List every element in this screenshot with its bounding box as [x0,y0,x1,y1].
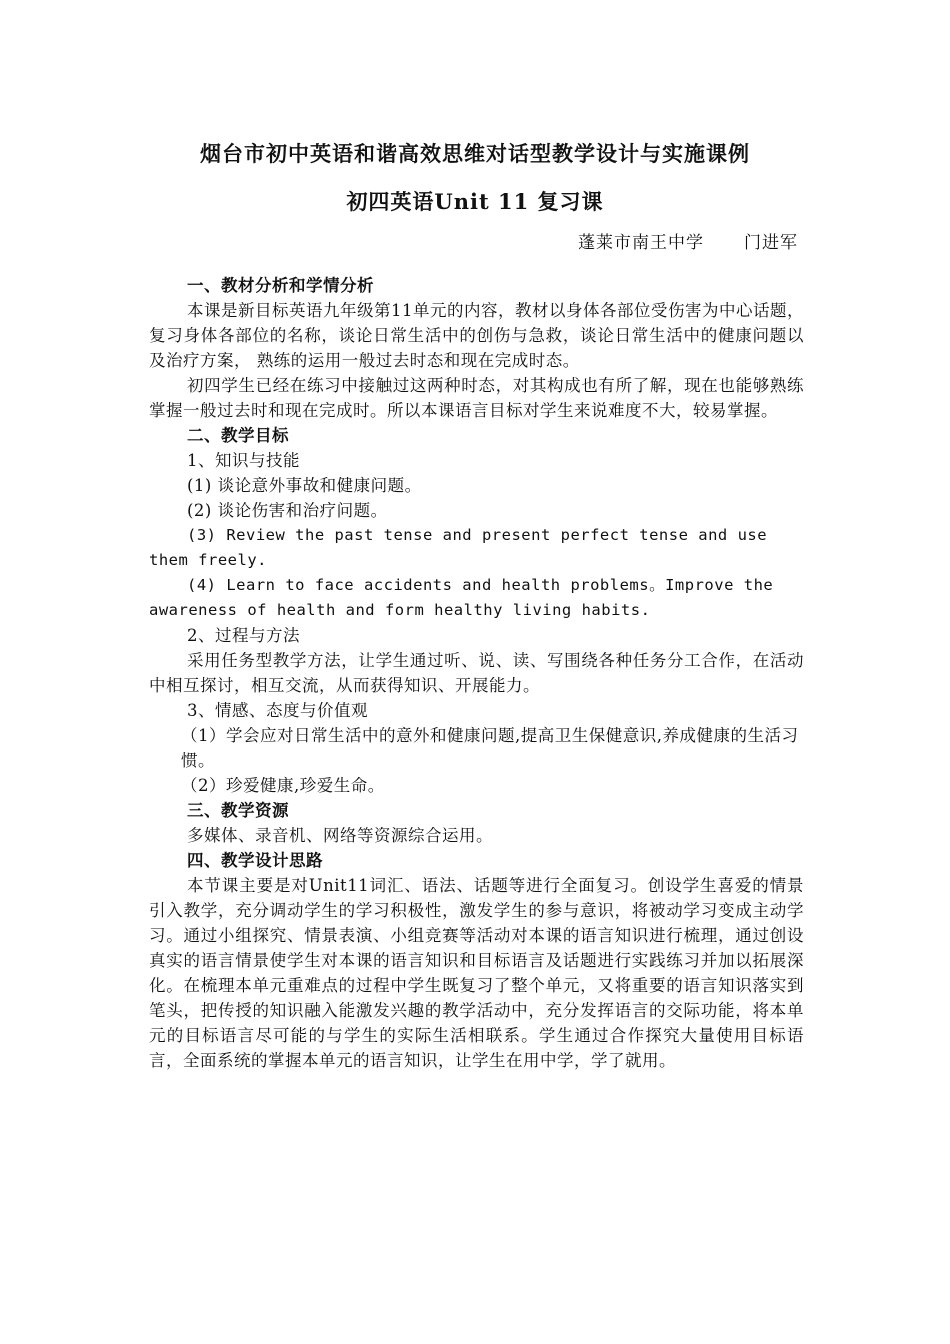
document-subtitle: 初四英语Unit 11 复习课 [346,189,604,214]
section-heading-4: 四、教学设计思路 [187,851,323,870]
subheading: 1、知识与技能 [187,451,300,470]
subheading: 2、过程与方法 [187,626,300,645]
paragraph: 多媒体、录音机、网络等资源综合运用。 [187,826,493,845]
list-item: （2）珍爱健康,珍爱生命。 [181,776,385,795]
author-school: 蓬莱市南王中学 [578,233,704,253]
paragraph: 本课是新目标英语九年级第11单元的内容，教材以身体各部位受伤害为中心话题，复习身体各部位的名称，谈论日常生活中的创伤与急救，谈论日常生活中的健康问题以及治疗方案， 熟练的运用一般过去时态和现在完成时态。 [149,301,804,370]
author-name: 门进军 [744,233,798,253]
section-heading-2: 二、教学目标 [187,426,289,445]
list-item: (4) Learn to face accidents and health problems。Improve the awareness of health and form healthy living habits. [149,576,774,619]
subheading: 3、情感、态度与价值观 [187,701,368,720]
section-heading-3: 三、教学资源 [187,801,289,820]
section-heading-1: 一、教材分析和学情分析 [187,276,374,295]
document-title: 烟台市初中英语和谐高效思维对话型教学设计与实施课例 [200,141,750,166]
list-item: (2) 谈论伤害和治疗问题。 [187,501,388,520]
paragraph: 初四学生已经在练习中接触过这两种时态，对其构成也有所了解，现在也能够熟练掌握一般过去时和现在完成时。所以本课语言目标对学生来说难度不大，较易掌握。 [149,376,804,420]
document-body [149,273,804,1073]
paragraph: 本节课主要是对Unit11词汇、语法、话题等进行全面复习。创设学生喜爱的情景引入教学，充分调动学生的学习积极性，激发学生的参与意识，将被动学习变成主动学习。通过小组探究、情景表演、小组竞赛等活动对本课的语言知识进行梳理，通过创设真实的语言情景使学生对本课的语言知识和目标语言及话题进行实践练习并加以拓展深化。在梳理本单元重难点的过程中学生既复习了整个单元，又将重要的语言知识落实到笔头，把传授的知识融入能激发兴趣的教学活动中，充分发挥语言的交际功能，将本单元的目标语言尽可能的与学生的实际生活相联系。学生通过合作探究大量使用目标语言，全面系统的掌握本单元的语言知识，让学生在用中学，学了就用。 [149,876,804,1070]
author-line [578,228,798,253]
paragraph: 采用任务型教学方法，让学生通过听、说、读、写围绕各种任务分工合作，在活动中相互探讨，相互交流，从而获得知识、开展能力。 [149,651,804,695]
list-item: (1) 谈论意外事故和健康问题。 [187,476,422,495]
list-item: (3) Review the past tense and present perfect tense and use them freely. [149,526,768,569]
list-item: （1）学会应对日常生活中的意外和健康问题,提高卫生保健意识,养成健康的生活习惯。 [181,726,799,770]
